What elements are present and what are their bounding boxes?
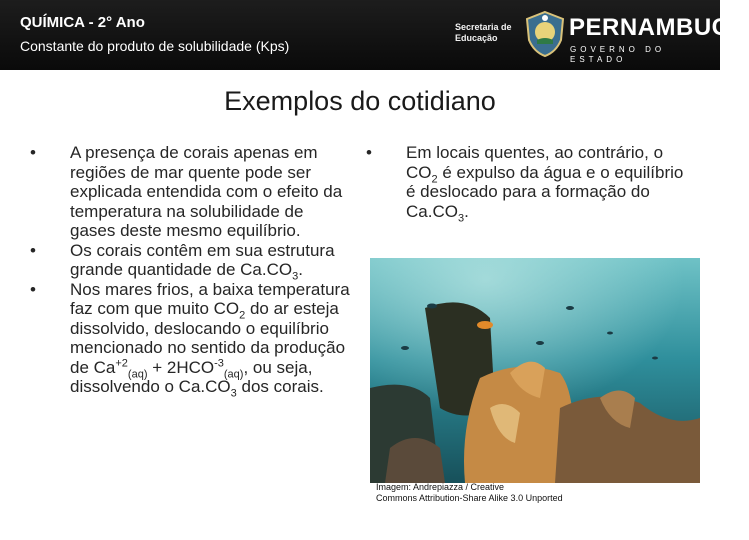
- subscript: (aq): [127, 367, 148, 380]
- bullet-text: A presença de corais apenas em regiões de mar quente pode ser explicada entendida com o efeito da temperatura na solubilidade de gases deste mesmo equilíbrio.: [70, 143, 343, 240]
- secretaria-line-2: Educação: [455, 33, 498, 43]
- superscript: +2: [115, 356, 128, 369]
- bullet-item: [30, 279, 350, 400]
- bullet-text: .: [298, 260, 303, 279]
- header-bar: [0, 0, 749, 70]
- bullet-dot: •: [30, 143, 36, 162]
- bullet-text: .: [464, 201, 469, 221]
- bullet-dot: •: [30, 240, 36, 260]
- left-bullet-list: [30, 143, 350, 400]
- state-crest-icon: [523, 10, 567, 58]
- bullet-text: dos corais.: [236, 377, 324, 396]
- image-credit-line-2: Commons Attribution-Share Alike 3.0 Unported: [376, 493, 563, 503]
- secretaria-line-1: Secretaria de: [455, 22, 512, 32]
- state-name-logo: PERNAMBUCO: [569, 14, 749, 41]
- superscript: -3: [214, 356, 224, 369]
- right-bullet-list: [366, 143, 686, 224]
- bullet-text: Em locais quentes, ao contrário, o CO: [406, 143, 664, 182]
- bullet-text: Nos mares frios, a baixa temperatura faz com que muito CO: [70, 279, 350, 318]
- bullet-text: + 2HCO: [147, 357, 215, 377]
- bullet-text: Os corais contêm em sua estrutura grande quantidade de Ca.CO: [70, 240, 335, 279]
- bullet-item: [30, 240, 350, 283]
- subscript: 3: [292, 270, 299, 283]
- subscript: 3: [457, 211, 465, 224]
- bullet-text: do ar esteja dissolvido, deslocando o equilíbrio mencionado no sentido da produção de Ca: [70, 299, 346, 377]
- bullet-dot: •: [30, 279, 36, 299]
- course-subtitle: Constante do produto de solubilidade (Kps): [20, 38, 290, 54]
- subscript: 2: [239, 309, 246, 322]
- bullet-dot: •: [366, 143, 372, 162]
- image-credit: [376, 482, 696, 504]
- bullet-text: é expulso da água e o equilíbrio é deslocado para a formação do Ca.CO: [406, 162, 684, 221]
- state-tagline: GOVERNO DO ESTADO: [570, 45, 666, 64]
- bullet-text: , ou seja, dissolvendo o Ca.CO: [70, 357, 313, 396]
- subscript: 3: [230, 387, 237, 400]
- course-title: QUÍMICA - 2° Ano: [20, 14, 145, 31]
- image-credit-line-1: Imagem: Andrepiazza / Creative: [376, 482, 505, 492]
- subscript: (aq): [223, 367, 244, 380]
- subscript: 2: [431, 172, 438, 185]
- bullet-item: [30, 143, 350, 241]
- slide-title: Exemplos do cotidiano: [224, 86, 496, 116]
- bullet-item: [366, 143, 686, 224]
- coral-reef-image: [370, 258, 700, 483]
- secretaria-label: [455, 22, 519, 44]
